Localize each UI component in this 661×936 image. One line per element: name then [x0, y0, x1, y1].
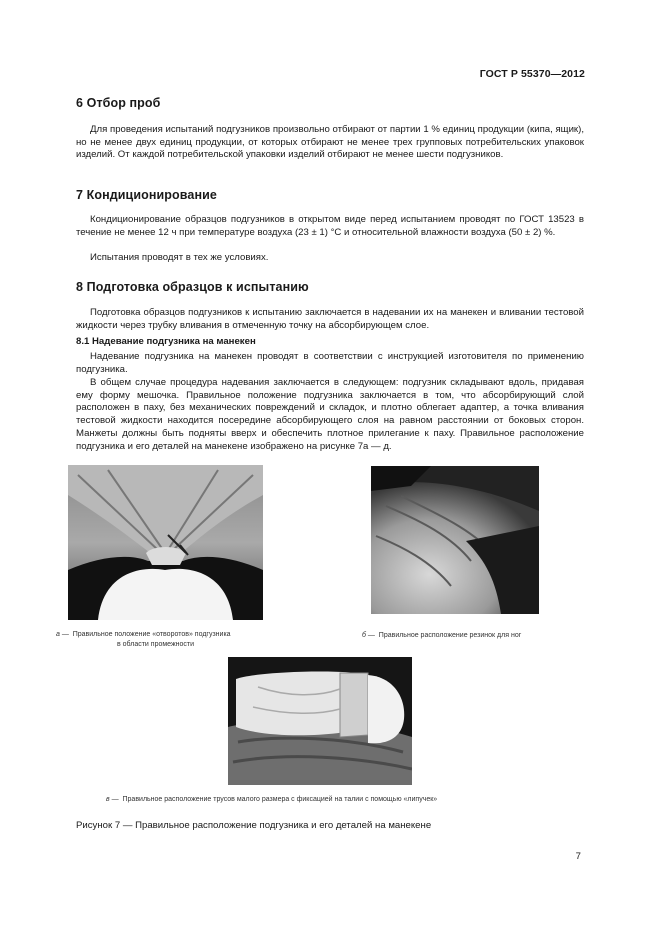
caption-a-text: Правильное положение «отворотов» подгузника — [72, 631, 231, 638]
subsection-8-1-paragraph-2: В общем случае процедура надевания заключается в следующем: подгузник складывают вдоль, придавая ему форму мешочка. Правильное положение подгузника заключается в том, что абсорбирующий слой расположен в паху, без механических повреждений и складок, и плотно облегает адаптер, а точка вливания тестовой жидкости находится посередине абсорбирующего слоя на равном расстоянии от боковых сторон. Манжеты должны быть подняты вверх и обеспечить плотное прилегание к паху. Правильное расположение подгузника и его деталей на манекене изображено на рисунке 7а — д. — [76, 377, 584, 452]
caption-a-line2: в области промежности — [117, 641, 195, 648]
photo-a-diaper-crotch — [68, 465, 263, 620]
subsection-8-1-title: 8.1 Надевание подгузника на манекен — [76, 336, 256, 347]
caption-a — [56, 630, 231, 640]
section-7-title: 7 Кондиционирование — [76, 188, 217, 202]
photo-c-small-pants — [228, 657, 412, 785]
section-7-paragraph-2: Испытания проводят в тех же условиях. — [90, 252, 269, 263]
figure-caption: Рисунок 7 — Правильное расположение подгузника и его деталей на манекене — [76, 820, 432, 831]
caption-c-letter: в — — [106, 796, 119, 803]
caption-b — [362, 631, 521, 641]
section-6-paragraph: Для проведения испытаний подгузников произвольно отбирают от партии 1 % единиц продукции (кипа, ящик), но не менее двух единиц продукции, от которых отбирают не менее трех групповых потребительских упаковок изделий. От каждой потребительской упаковки изделий отбирают не менее шести подгузников. — [76, 124, 584, 161]
section-8-paragraph-1: Подготовка образцов подгузников к испытанию заключается в надевании их на манекен и вливании тестовой жидкости через трубку вливания в отмеченную точку на абсорбирующем слое. — [76, 307, 584, 331]
section-6-title: 6 Отбор проб — [76, 96, 161, 110]
caption-c-text: Правильное расположение трусов малого размера с фиксацией на талии с помощью «липучек» — [122, 796, 438, 803]
caption-b-text: Правильное расположение резинок для ног — [378, 632, 522, 639]
page-number: 7 — [575, 851, 581, 862]
photo-b-leg-elastics — [371, 466, 539, 614]
section-7-paragraph-1: Кондиционирование образцов подгузников в открытом виде перед испытанием проводят по ГОСТ 13523 в течение не менее 12 ч при температуре воздуха (23 ± 1) °С и относительной влажности воздуха (50 ± 2) %. — [76, 214, 584, 238]
section-8-title: 8 Подготовка образцов к испытанию — [76, 280, 309, 294]
caption-a-letter: а — — [56, 631, 69, 638]
subsection-8-1-paragraph-1: Надевание подгузника на манекен проводят в соответствии с инструкцией изготовителя по применению подгузника. — [76, 351, 584, 375]
caption-b-letter: б — — [362, 632, 375, 639]
caption-c — [106, 795, 437, 805]
standard-header: ГОСТ Р 55370—2012 — [479, 68, 585, 80]
